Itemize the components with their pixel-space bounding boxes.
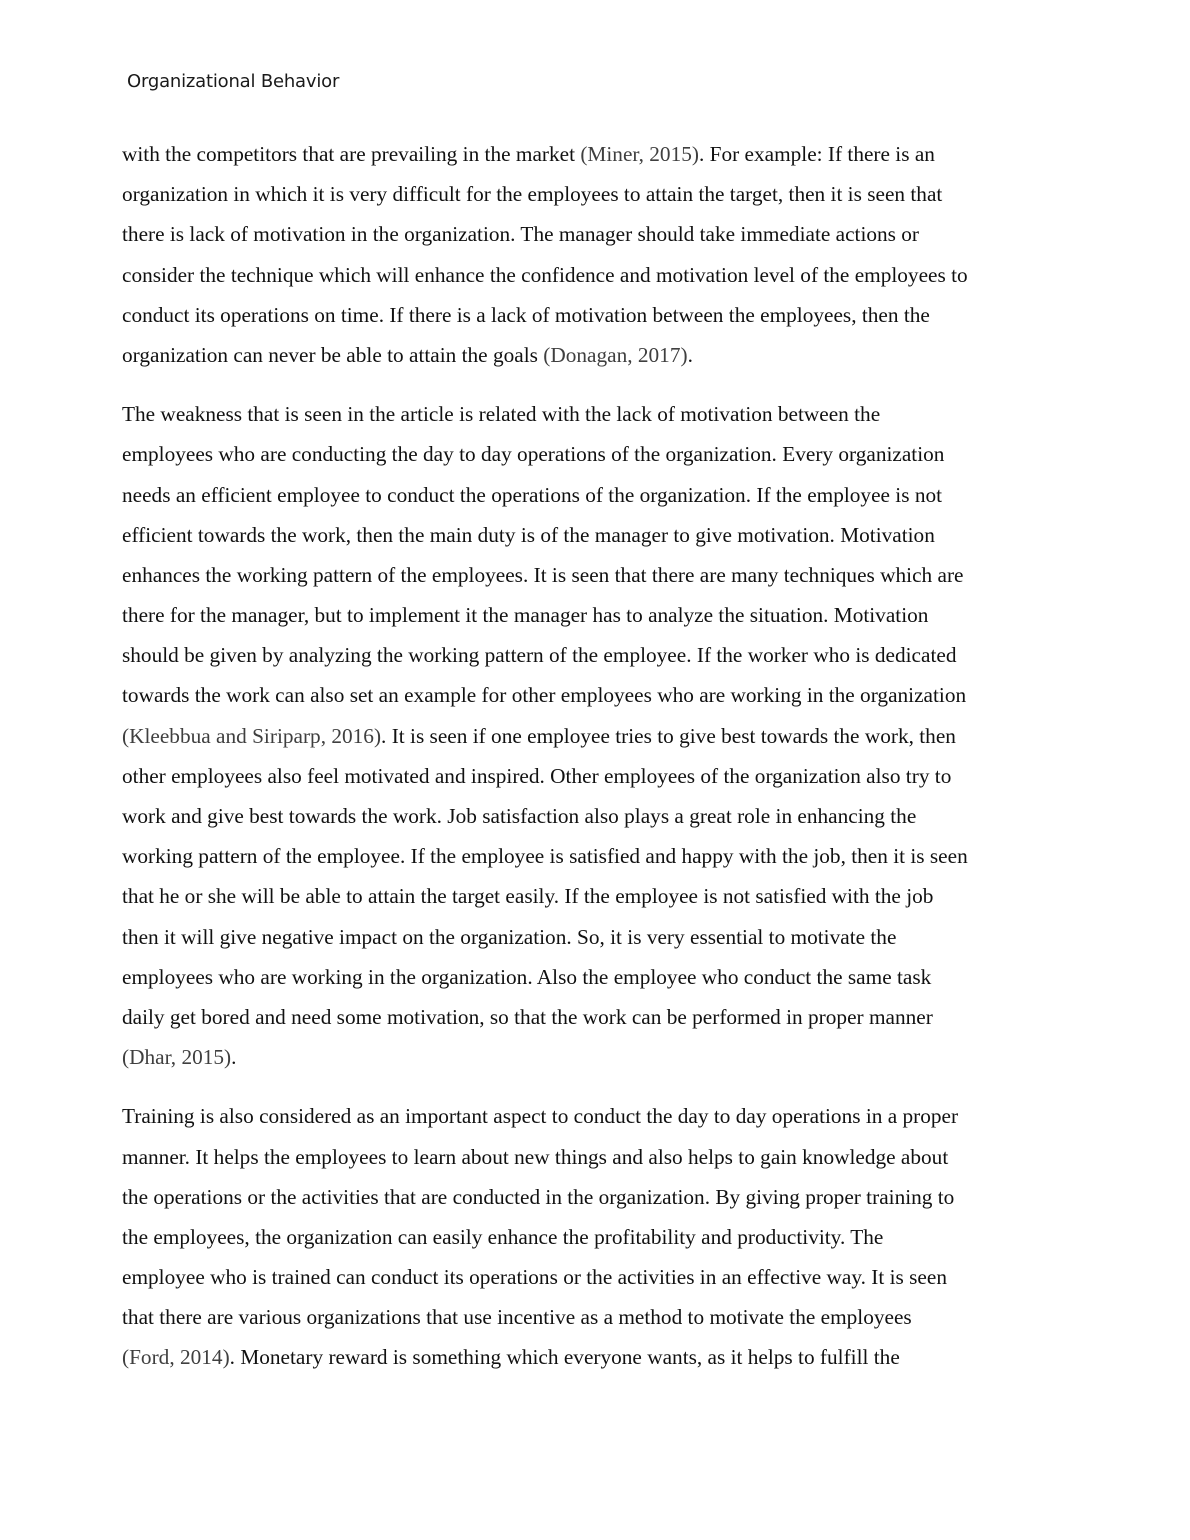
text-line	[122, 799, 1062, 839]
text-line	[122, 1180, 1062, 1220]
text-run: employees who are working in the organization. Also the employee who conduct the same task	[122, 964, 932, 989]
text-run: . It is seen if one employee tries to give best towards the work, then	[381, 723, 956, 748]
text-run: enhances the working pattern of the employees. It is seen that there are many techniques which are	[122, 562, 964, 587]
text-line	[122, 1340, 1062, 1380]
text-line	[122, 1220, 1062, 1260]
text-run: towards the work can also set an example for other employees who are working in the organization	[122, 683, 967, 708]
text-line	[122, 298, 1062, 338]
text-run: then it will give negative impact on the organization. So, it is very essential to motivate the	[122, 924, 897, 949]
citation: (Kleebbua and Siriparp, 2016)	[122, 723, 382, 748]
text-run: . For example: If there is an	[698, 142, 935, 166]
text-line	[122, 920, 1062, 960]
paragraph	[122, 397, 1062, 1080]
text-line	[122, 338, 1062, 378]
text-line	[122, 839, 1062, 879]
text-run: .	[687, 342, 693, 367]
text-line	[122, 759, 1062, 799]
citation: (Miner, 2015)	[580, 142, 699, 166]
text-run: that he or she will be able to attain the target easily. If the employee is not satisfied with the job	[122, 884, 934, 909]
text-line	[122, 1260, 1062, 1300]
text-run: should be given by analyzing the working pattern of the employee. If the worker who is dedicated	[122, 643, 957, 668]
text-line	[122, 879, 1062, 919]
text-line	[122, 137, 1062, 177]
text-line	[122, 258, 1062, 298]
text-run: employee who is trained can conduct its operations or the activities in an effective way. It is seen	[122, 1265, 947, 1290]
text-run: organization in which it is very difficult for the employees to attain the target, then it is seen that	[122, 182, 943, 207]
text-run: there is lack of motivation in the organization. The manager should take immediate actions or	[122, 222, 920, 247]
text-run: work and give best towards the work. Job satisfaction also plays a great role in enhancing the	[122, 804, 917, 828]
text-run: .	[231, 1045, 237, 1070]
text-run: that there are various organizations that use incentive as a method to motivate the employees	[122, 1305, 912, 1330]
citation: (Donagan, 2017)	[543, 342, 688, 367]
text-run: needs an efficient employee to conduct the operations of the organization. If the employee is not	[122, 482, 943, 507]
text-line	[122, 217, 1062, 257]
text-run: Training is also considered as an important aspect to conduct the day to day operations in a proper	[122, 1104, 959, 1129]
text-line	[122, 638, 1062, 678]
text-line	[122, 558, 1062, 598]
text-line	[122, 1300, 1062, 1340]
text-run: the operations or the activities that are conducted in the organization. By giving proper training to	[122, 1184, 955, 1209]
text-line	[122, 518, 1062, 558]
text-line	[122, 397, 1062, 437]
text-line	[122, 678, 1062, 718]
text-run: the employees, the organization can easily enhance the profitability and productivity. The	[122, 1224, 884, 1249]
text-run: working pattern of the employee. If the employee is satisfied and happy with the job, then it is seen	[122, 844, 968, 869]
text-line	[122, 478, 1062, 518]
text-line	[122, 598, 1062, 638]
text-line	[122, 719, 1062, 759]
text-line	[122, 1140, 1062, 1180]
text-line	[122, 1099, 1062, 1139]
text-line	[122, 960, 1062, 1000]
paragraph	[122, 1099, 1062, 1380]
text-run: . Monetary reward is something which everyone wants, as it helps to fulfill the	[229, 1345, 900, 1370]
paragraph	[122, 137, 1062, 378]
text-run: employees who are conducting the day to day operations of the organization. Every organization	[122, 442, 945, 467]
citation: (Ford, 2014)	[122, 1345, 230, 1370]
text-run: there for the manager, but to implement it the manager has to analyze the situation. Motivation	[122, 603, 929, 628]
text-run: efficient towards the work, then the main duty is of the manager to give motivation. Motivation	[122, 522, 935, 547]
text-run: consider the technique which will enhance the confidence and motivation level of the employees to	[122, 262, 968, 287]
text-run: daily get bored and need some motivation, so that the work can be performed in proper manner	[122, 1004, 933, 1029]
text-run: conduct its operations on time. If there is a lack of motivation between the employees, then the	[122, 302, 930, 327]
text-run: organization can never be able to attain the goals	[122, 342, 544, 367]
running-header-title: Organizational Behavior	[127, 71, 340, 92]
text-run: The weakness that is seen in the article is related with the lack of motivation between the	[122, 402, 881, 427]
body-text	[122, 137, 1062, 1381]
text-line	[122, 1040, 1062, 1080]
citation: (Dhar, 2015)	[122, 1045, 232, 1070]
text-run: with the competitors that are prevailing in the market	[122, 142, 581, 166]
text-line	[122, 437, 1062, 477]
text-run: manner. It helps the employees to learn about new things and also helps to gain knowledge about	[122, 1144, 949, 1169]
text-run: other employees also feel motivated and inspired. Other employees of the organization also try to	[122, 763, 952, 788]
text-line	[122, 1000, 1062, 1040]
text-line	[122, 177, 1062, 217]
